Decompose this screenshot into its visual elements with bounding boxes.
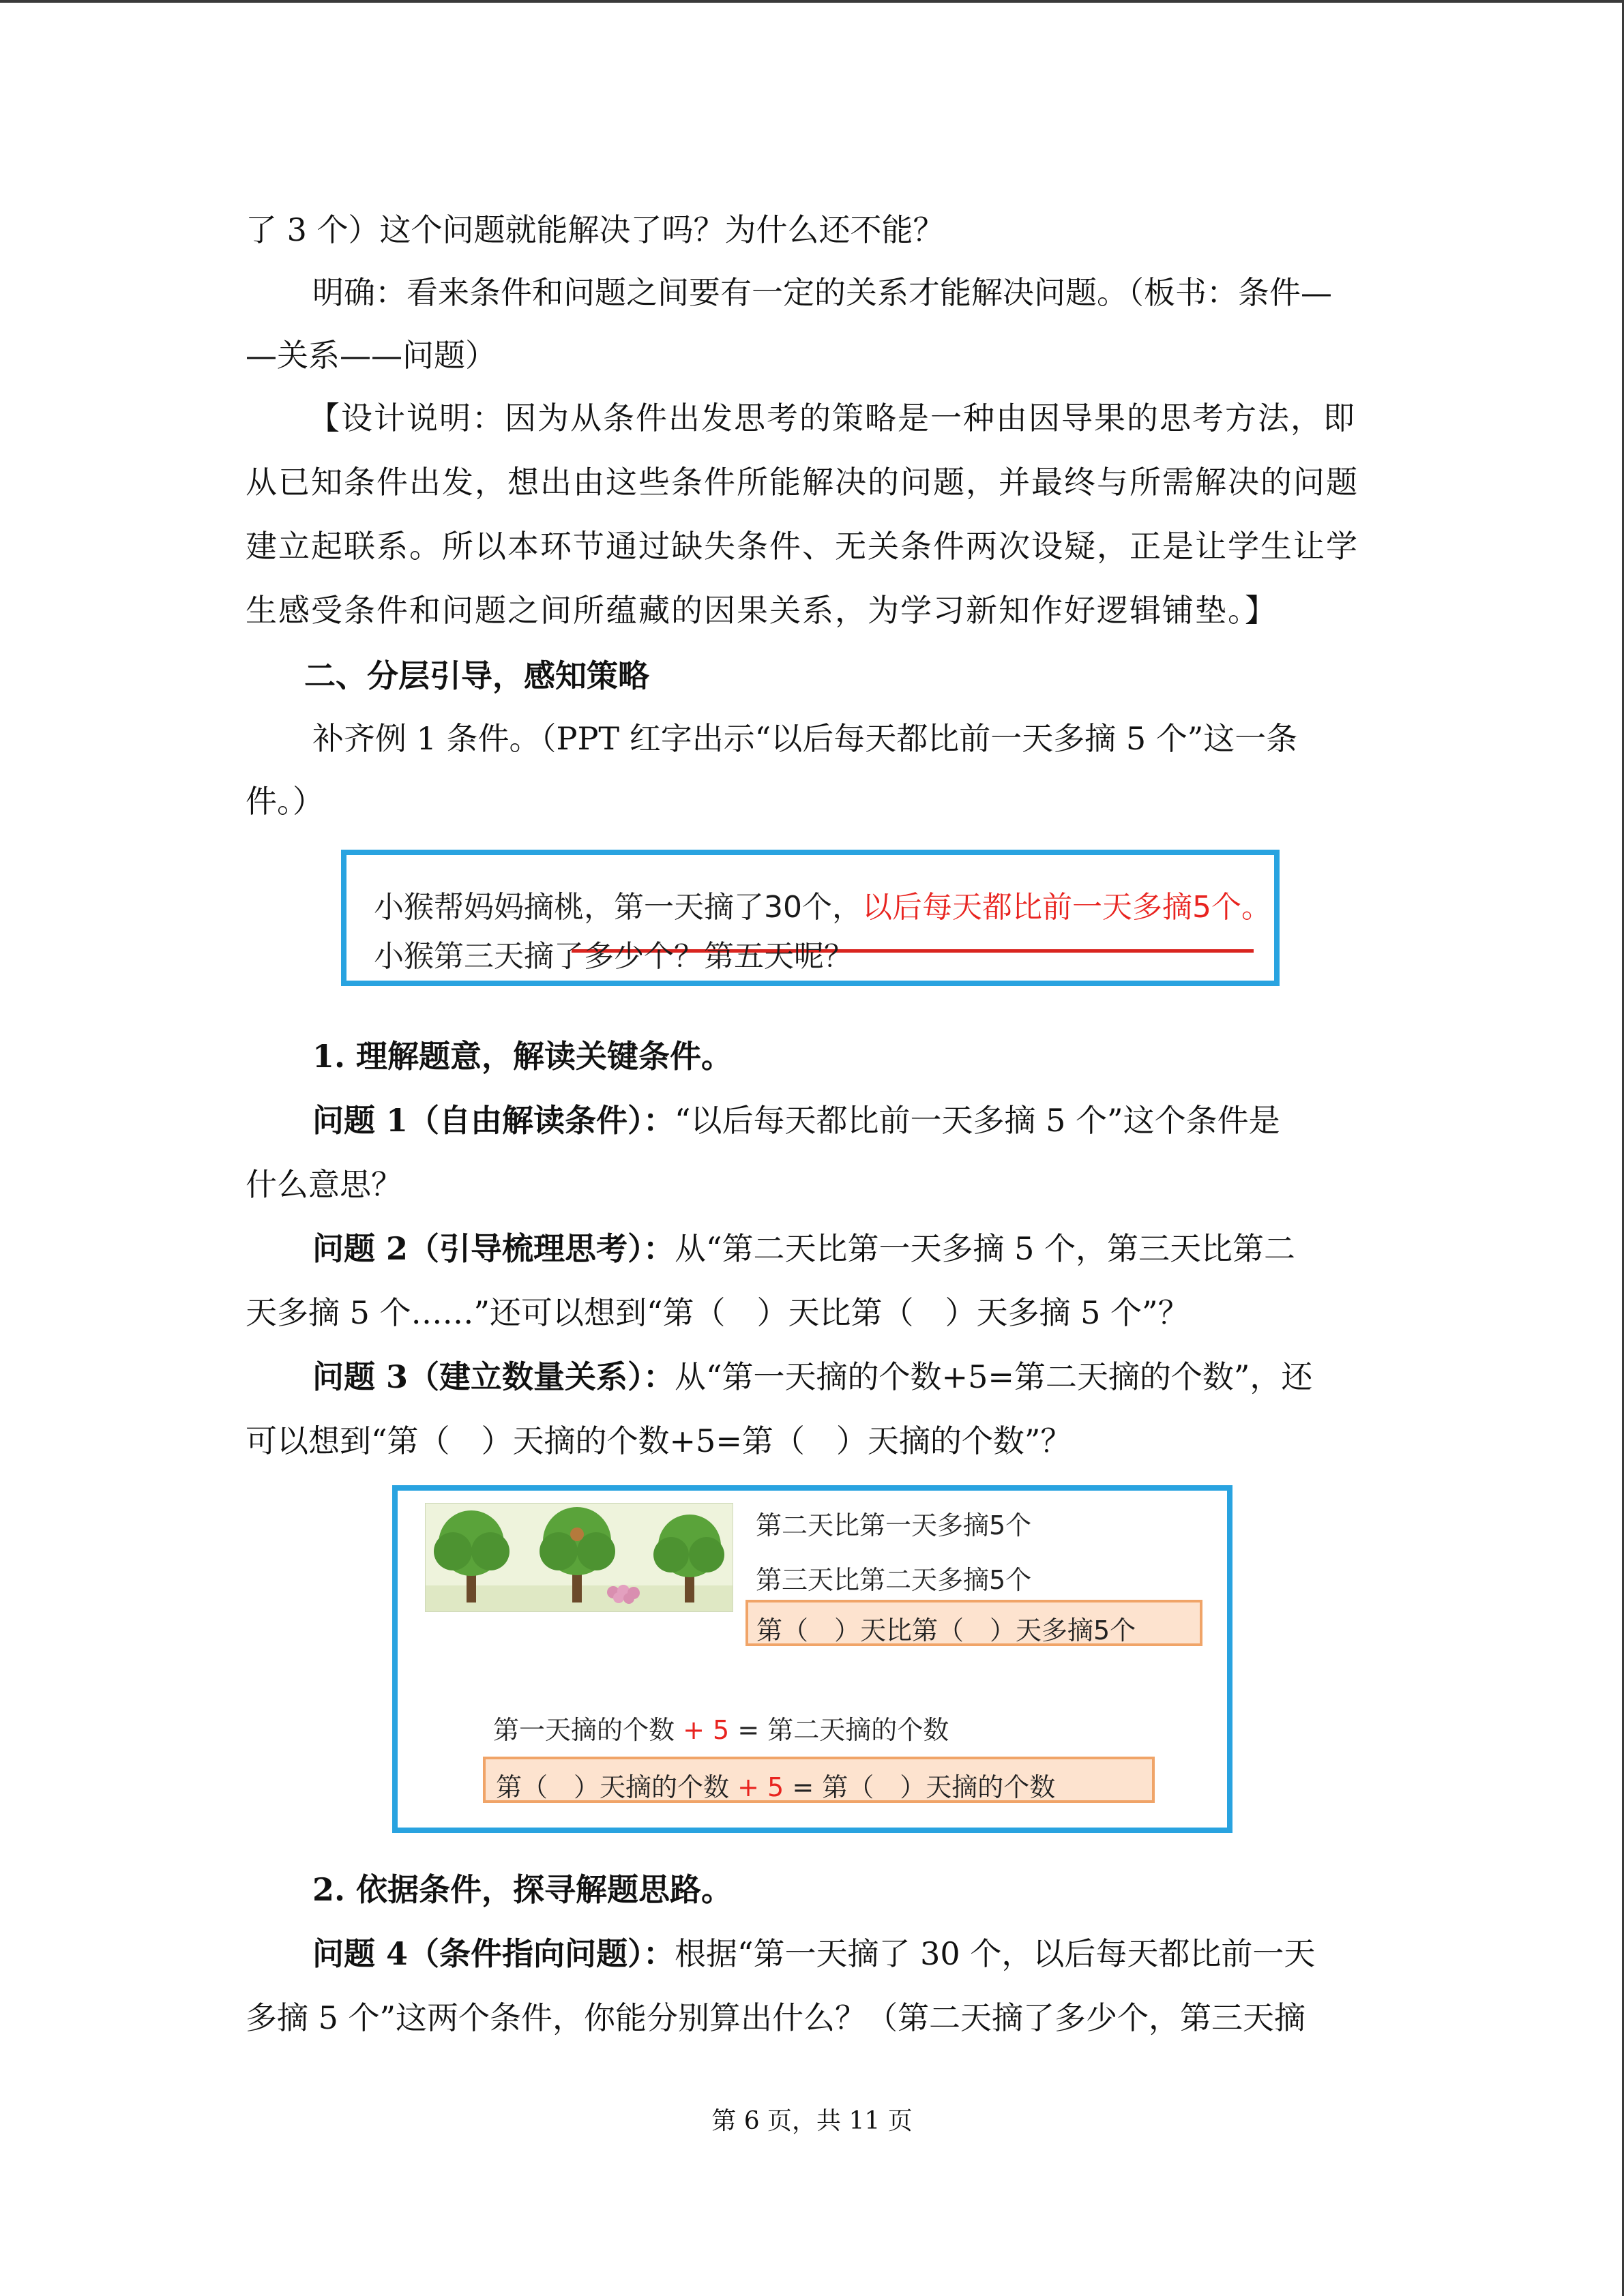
slide2-rule-1: 第二天比第一天多摘5个 [756,1510,1032,1540]
slide2-rule-3: 第（ ）天比第（ ）天多摘5个 [756,1615,1136,1645]
question-1-line-2: 什么意思？ [246,1166,402,1203]
slide2-rule-3-box [745,1600,1202,1646]
question-2-line-2: 天多摘 5 个……”还可以想到“第（ ）天比第（ ）天多摘 5 个”？ [246,1294,1190,1331]
trees-image [425,1503,733,1612]
page-top-border [0,0,1624,3]
question-1-line-1 [312,1088,1280,1152]
tree-illustration-icon [426,1504,733,1611]
text-line-3: —关系——问题） [246,337,497,374]
equation-1-left: 第一天摘的个数 [493,1715,675,1745]
section-heading-3: 1. 理解题意，解读关键条件。 [312,1038,733,1075]
question-4-text: 根据“第一天摘了 30 个，以后每天都比前一天 [675,1935,1316,1972]
slide1-text-b: 第一天摘了30个， [614,890,862,925]
question-3-line-1 [312,1345,1312,1409]
slide2-equation-2 [496,1766,1055,1804]
text-line-2: 明确：看来条件和问题之间要有一定的关系才能解决问题。（板书：条件— [312,274,1332,311]
design-note-line-3: 建立起联系。所以本环节通过缺失条件、无关条件两次设疑，正是让学生让学 [246,528,1359,565]
equation-2-left: 第（ ）天摘的个数 [496,1772,730,1802]
equation-2-right: = 第（ ）天摘的个数 [792,1772,1056,1802]
slide1-line-2: 小猴第三天摘了多少个？第五天呢？ [374,939,854,974]
question-2-label: 问题 2（引导梳理思考）： [312,1230,675,1267]
equation-1-right: = 第二天摘的个数 [737,1715,949,1745]
design-note-line-4: 生感受条件和问题之间所蕴藏的因果关系，为学习新知作好逻辑铺垫。】 [246,592,1278,629]
question-4-line-1 [312,1922,1315,1986]
slide2-rule-2: 第三天比第二天多摘5个 [756,1565,1032,1595]
question-1-label: 问题 1（自由解读条件）： [312,1102,675,1139]
slide2-equation-1 [493,1709,949,1746]
text-line-8: 补齐例 1 条件。（PPT 红字出示“以后每天都比前一天多摘 5 个”这一条 [312,720,1298,757]
slide2-equation-2-box [483,1757,1155,1803]
page-footer: 第 6 页，共 11 页 [711,2107,913,2135]
equation-2-plus: + 5 [737,1772,784,1802]
section-heading-2: 二、分层引导，感知策略 [304,657,649,694]
slide1-text-red: 以后每天都比前一天多摘5个。 [862,890,1271,925]
slide1-line-1 [374,882,1271,926]
question-4-label: 问题 4（条件指向问题）： [312,1935,675,1972]
question-3-line-2: 可以想到“第（ ）天摘的个数+5=第（ ）天摘的个数”？ [246,1422,1072,1459]
slide-example-1 [341,850,1280,986]
question-3-text: 从“第一天摘的个数+5=第二天摘的个数”，还 [675,1358,1313,1395]
design-note-line-2: 从已知条件出发，想出由这些条件所能解决的问题，并最终与所需解决的问题 [246,464,1359,501]
text-line-9: 件。） [246,783,324,820]
slide-relations [392,1485,1232,1833]
slide1-text-a: 小猴帮妈妈摘桃， [374,890,614,925]
question-4-line-2: 多摘 5 个”这两个条件，你能分别算出什么？（第二天摘了多少个，第三天摘 [246,1999,1306,2036]
question-3-label: 问题 3（建立数量关系）： [312,1358,675,1395]
question-1-text: “以后每天都比前一天多摘 5 个”这个条件是 [675,1102,1280,1139]
section-heading-4: 2. 依据条件，探寻解题思路。 [312,1871,733,1908]
design-note-line-1: 【设计说明：因为从条件出发思考的策略是一种由因导果的思考方法，即 [308,400,1356,436]
question-2-text: 从“第二天比第一天多摘 5 个，第三天比第二 [675,1230,1296,1267]
question-2-line-1 [312,1217,1295,1281]
text-line-1: 了 3 个）这个问题就能解决了吗？为什么还不能？ [246,211,945,248]
equation-1-plus: + 5 [683,1715,730,1745]
